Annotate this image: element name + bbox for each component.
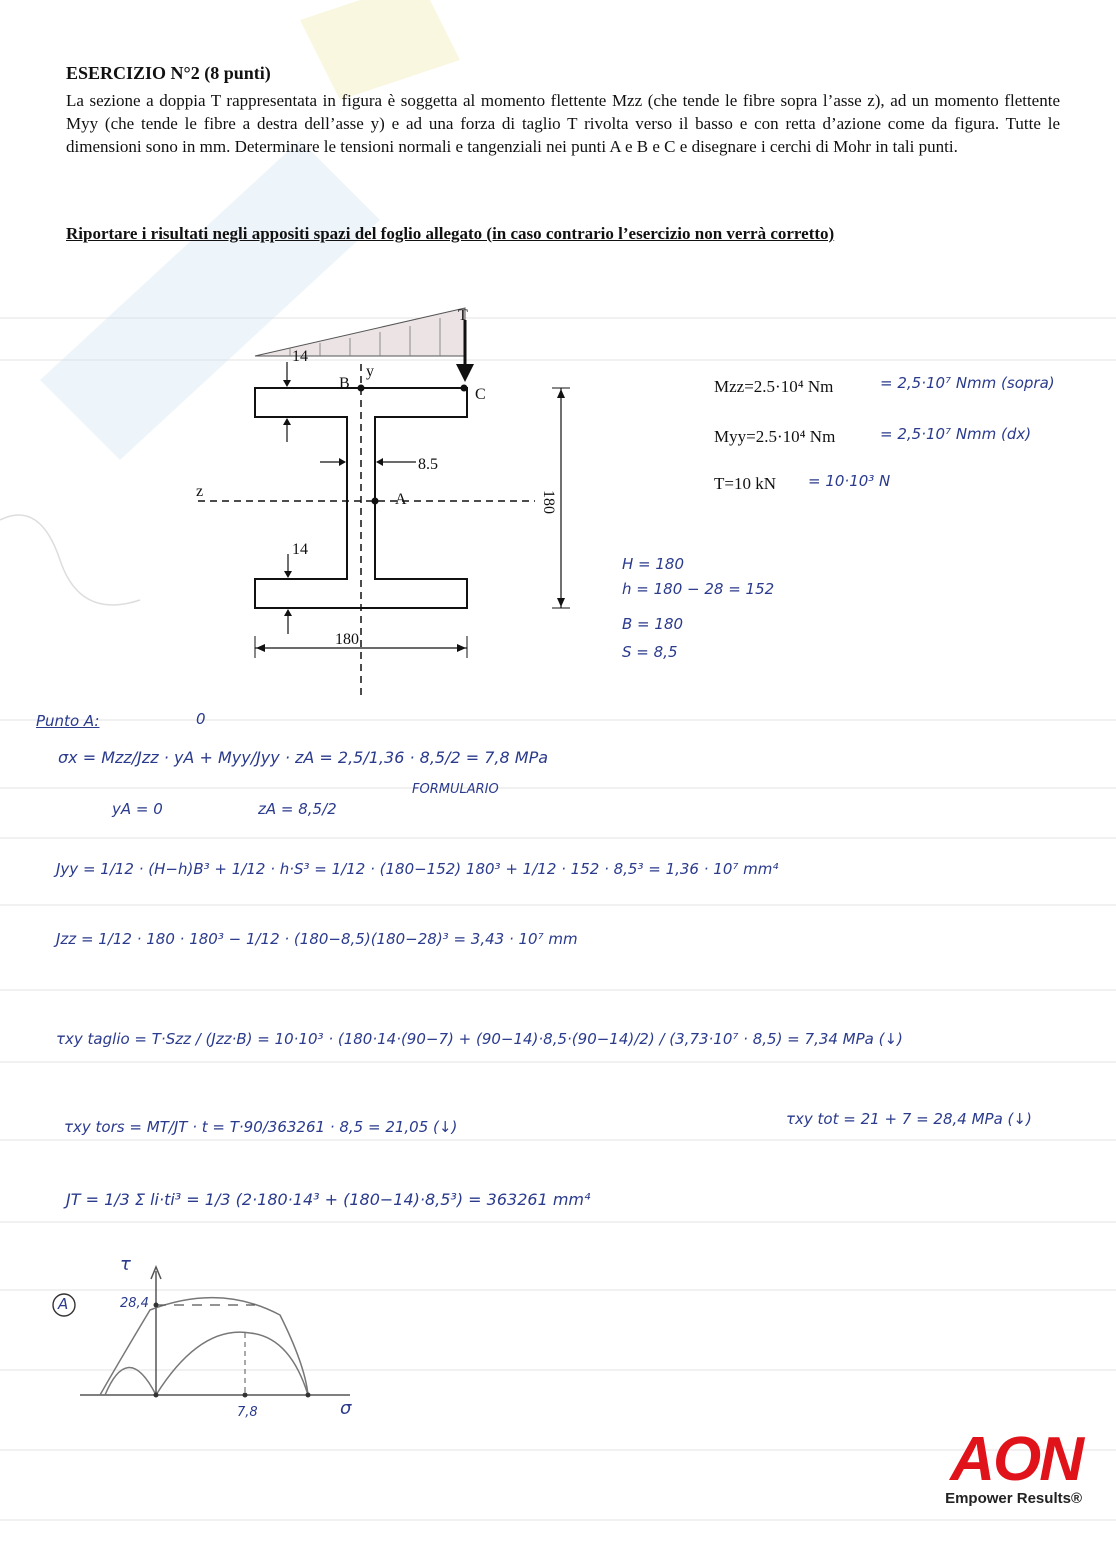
mohr-point-label: A xyxy=(58,1295,69,1313)
given-myy: Myy=2.5·10⁴ Nm xyxy=(714,427,836,446)
jyy-formula: Jyy = 1/12 · (H−h)B³ + 1/12 · h·S³ = 1/12 · (180−152) 180³ + 1/12 · 152 · 8,5³ = 1,36 · 10⁷ mm⁴ xyxy=(56,860,779,878)
stress-diagram xyxy=(255,308,465,356)
logo-tagline: Empower Results® xyxy=(945,1490,1082,1507)
note-mzz: = 2,5·10⁷ Nmm (sopra) xyxy=(880,374,1055,392)
label-z: z xyxy=(196,483,204,500)
results-notice: Riportare i risultati negli appositi spazi del foglio allegato (in caso contrario l’esercizio non verrà corretto) xyxy=(66,224,835,243)
dim-note-2: h = 180 − 28 = 152 xyxy=(622,580,775,598)
note-myy: = 2,5·10⁷ Nmm (dx) xyxy=(880,425,1032,443)
jzz-formula: Jzz = 1/12 · 180 · 180³ − 1/12 · (180−8,5)(180−28)³ = 3,43 · 10⁷ mm xyxy=(56,930,578,948)
label-c: C xyxy=(475,386,486,403)
mohr-sigma-label: σ xyxy=(340,1398,352,1419)
exercise-title: ESERCIZIO N°2 (8 punti) xyxy=(66,63,271,83)
label-b: B xyxy=(339,375,350,392)
mohr-circle-outer xyxy=(100,1298,308,1395)
label-t: T xyxy=(458,307,468,324)
note-t: = 10·10³ N xyxy=(808,472,891,490)
dim-note-1: H = 180 xyxy=(622,555,685,573)
za-value: zA = 8,5/2 xyxy=(258,800,337,818)
tau-tors-formula: τxy tors = MT/JT · t = T·90/363261 · 8,5 = 21,05 (↓) xyxy=(64,1118,458,1136)
sigma-formula: σx = Mzz/Jzz · yA + Myy/Jyy · zA = 2,5/1,36 · 8,5/2 = 7,8 MPa xyxy=(58,748,549,767)
mohr-diagram xyxy=(50,1255,380,1455)
page-edge-mark xyxy=(0,515,140,605)
formulario-note: FORMULARIO xyxy=(412,782,499,797)
label-height: 180 xyxy=(540,490,557,514)
point-b xyxy=(358,385,365,392)
mohr-sigma-value: 7,8 xyxy=(237,1405,258,1420)
exercise-text: La sezione a doppia T rappresentata in figura è soggetta al momento flettente Mzz (che tende le fibre sopra l’asse z), ad un momento flettente Myy (che tende le fibre a destra dell’asse y) e ad una forza di taglio T rivolta verso il basso e con retta d’azione come da figura. Tutte le dimensioni sono in mm. Determinare le tensioni normali e tangenziali nei punti A e B e C e disegnare i cerchi di Mohr in tali punti. xyxy=(66,91,1060,156)
label-width: 180 xyxy=(335,631,359,648)
solution-zero: 0 xyxy=(196,710,206,728)
label-flange-top: 14 xyxy=(292,348,308,365)
tau-tot-result: τxy tot = 21 + 7 = 28,4 MPa (↓) xyxy=(786,1110,1032,1128)
mohr-circle-inner xyxy=(156,1332,308,1395)
point-c xyxy=(461,385,468,392)
dim-note-4: S = 8,5 xyxy=(622,643,678,661)
tau-taglio-formula: τxy taglio = T·Szz / (Jzz·B) = 10·10³ · (180·14·(90−7) + (90−14)·8,5·(90−14)/2) / (3,73·10⁷ · 8,5) = 7,34 MPa (↓) xyxy=(56,1030,903,1048)
solution-point: Punto A: xyxy=(36,712,100,730)
label-y: y xyxy=(366,363,374,380)
aon-logo xyxy=(945,1425,1082,1507)
given-mzz: Mzz=2.5·10⁴ Nm xyxy=(714,377,834,396)
ya-value: yA = 0 xyxy=(112,800,163,818)
logo-mark: AON xyxy=(950,1425,1082,1494)
given-t: T=10 kN xyxy=(714,474,776,493)
dim-note-3: B = 180 xyxy=(622,615,684,633)
label-a: A xyxy=(395,491,407,508)
jt-formula: JT = 1/3 Σ li·ti³ = 1/3 (2·180·14³ + (180−14)·8,5³) = 363261 mm⁴ xyxy=(66,1190,591,1209)
point-a xyxy=(372,498,379,505)
label-web: 8.5 xyxy=(418,456,438,473)
mohr-tau-label: τ xyxy=(120,1254,131,1275)
mohr-tau-value: 28,4 xyxy=(120,1296,149,1311)
label-flange-bottom: 14 xyxy=(292,541,308,558)
